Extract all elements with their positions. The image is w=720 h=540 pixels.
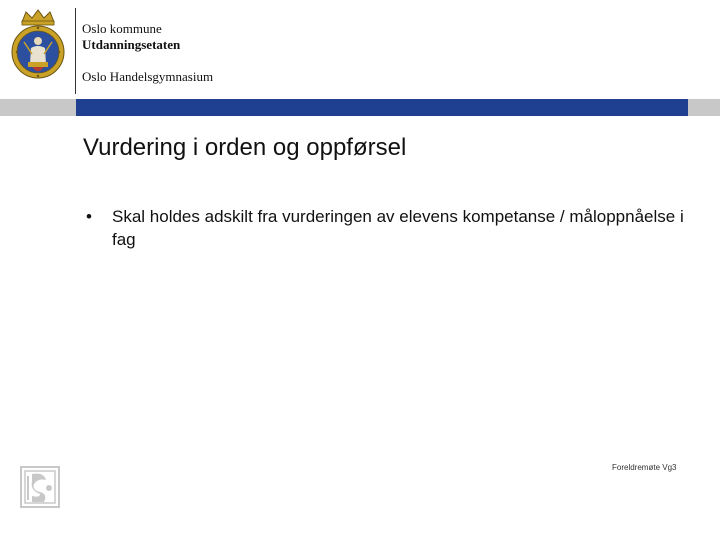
oslo-kommune-logo-icon [20, 466, 60, 508]
bullet-item [86, 205, 686, 251]
header-band-gray-left [0, 99, 76, 116]
header-band-blue [76, 99, 688, 116]
slide-title: Vurdering i orden og oppførsel [83, 134, 407, 161]
org-line-1: Oslo kommune [82, 21, 162, 36]
org-line-2: Utdanningsetaten [82, 37, 181, 52]
bullet-text: Skal holdes adskilt fra vurderingen av elevens kompetanse / måloppnåelse i fag [112, 207, 684, 249]
school-name: Oslo Handelsgymnasium [82, 69, 214, 84]
organization-name [82, 21, 180, 53]
oslo-coat-of-arms-icon [10, 8, 66, 82]
header-band-gray-right [688, 99, 720, 116]
footer-text: Foreldremøte Vg3 [612, 463, 677, 472]
header-divider [75, 8, 76, 94]
bullet-marker: • [86, 207, 92, 226]
bullet-list [86, 205, 686, 251]
